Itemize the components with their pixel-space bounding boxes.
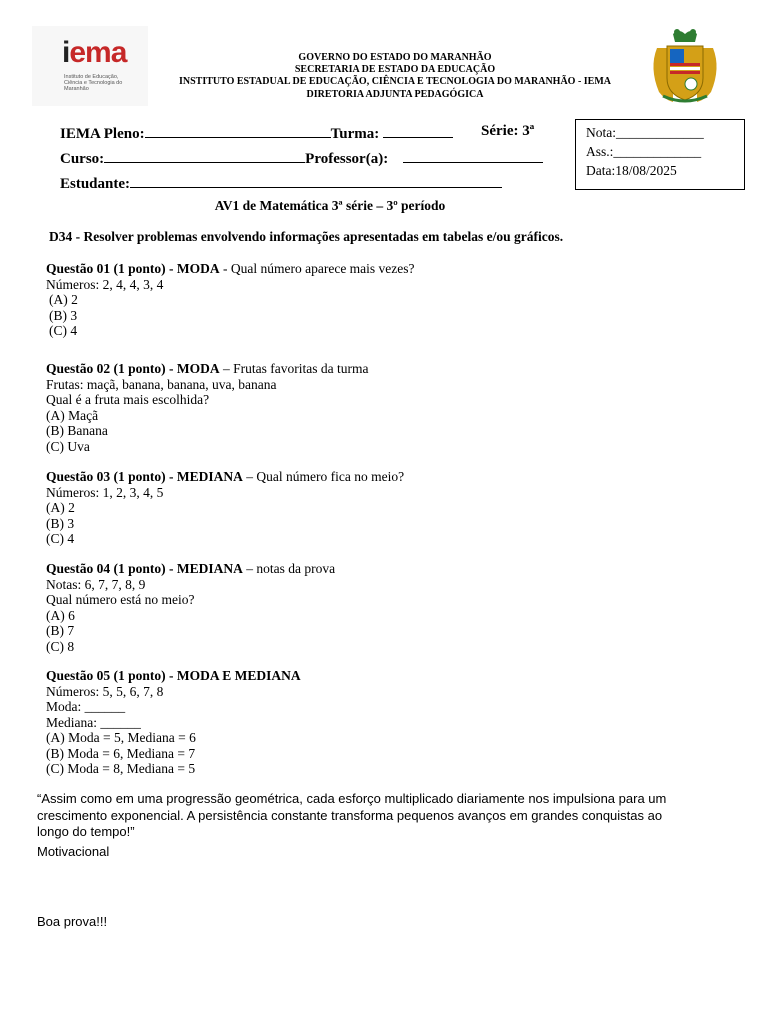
logo-tagline: Instituto de Educação, Ciência e Tecnologia do Maranhão (64, 74, 123, 92)
question-text: Qual é a fruta mais escolhida? (46, 392, 210, 407)
option-b: (B) 3 (46, 515, 75, 531)
exam-title: AV1 de Matemática 3ª série – 3º período (214, 198, 446, 213)
question-heading: Questão 02 (1 ponto) - MODA (46, 361, 220, 376)
question-01: Questão 01 (1 ponto) - MODA - Qual número aparece mais vezes? Números: 2, 4, 4, 3, 4 (A) 2 (B) 3 (C) 4 (46, 261, 415, 338)
iema-pleno-field[interactable] (145, 123, 331, 138)
question-prompt: Frutas favoritas da turma (233, 361, 369, 376)
header-line-3: INSTITUTO ESTADUAL DE EDUCAÇÃO, CIÊNCIA E TECNOLOGIA DO MARANHÃO - IEMA (178, 76, 611, 88)
iema-logo (32, 26, 148, 106)
curso-field[interactable] (104, 148, 305, 163)
turma-field[interactable] (383, 123, 453, 138)
option-a: (A) 2 (49, 292, 78, 307)
question-03: Questão 03 (1 ponto) - MEDIANA – Qual número fica no meio? Números: 1, 2, 3, 4, 5 (A) 2 (B) 3 (C) 4 (46, 469, 405, 546)
laurel-icon (673, 29, 697, 42)
motivational-quote: “Assim como em uma progressão geométrica, cada esforço multiplicado diariamente nos impulsiona para um crescimento exponencial. A persistência constante transforma pequenos avanços em grandes conquistas ao longo do tempo!” (37, 791, 667, 839)
question-04: Questão 04 (1 ponto) - MEDIANA – notas da prova Notas: 6, 7, 7, 8, 9 Qual número está no meio? (A) 6 (B) 7 (C) 8 (46, 561, 336, 654)
question-data: Números: 2, 4, 4, 3, 4 (46, 276, 164, 292)
question-prompt: notas da prova (256, 561, 336, 576)
serie-label: Série: 3ª (481, 123, 535, 139)
header-line-1: GOVERNO DO ESTADO DO MARANHÃO (298, 52, 492, 63)
question-heading: Questão 03 (1 ponto) - MEDIANA (46, 469, 243, 484)
option-b: (B) 3 (49, 307, 78, 323)
form-row-2 (60, 148, 543, 168)
question-data: Notas: 6, 7, 7, 8, 9 (46, 576, 146, 592)
question-heading: Questão 04 (1 ponto) - MEDIANA (46, 561, 243, 576)
data-field: Data:18/08/2025 (586, 163, 677, 178)
question-data: Números: 5, 5, 6, 7, 8 (46, 683, 164, 699)
question-heading: Questão 05 (1 ponto) - MODA E MEDIANA (46, 668, 301, 683)
motivational-label: Motivacional (37, 844, 110, 859)
question-05 (46, 668, 301, 777)
maranhao-coat-of-arms (643, 26, 727, 106)
form-row-3 (60, 173, 502, 193)
iema-pleno-label: IEMA Pleno: (60, 126, 145, 142)
header-line-4: DIRETORIA ADJUNTA PEDAGÓGICA (306, 88, 484, 100)
estudante-field[interactable] (130, 173, 502, 188)
option-a: (A) 2 (46, 500, 75, 515)
closing-message: Boa prova!!! (37, 914, 108, 929)
option-b: (B) Moda = 6, Mediana = 7 (46, 745, 196, 761)
header-line-2: SECRETARIA DE ESTADO DA EDUCAÇÃO (294, 64, 496, 76)
estudante-label: Estudante: (60, 176, 131, 192)
grade-box (575, 119, 745, 190)
descriptor: D34 - Resolver problemas envolvendo informações apresentadas em tabelas e/ou gráficos. (49, 229, 564, 244)
option-c: (C) 4 (46, 531, 75, 546)
option-b: (B) Banana (46, 423, 108, 438)
logo-wordmark: iema (62, 36, 127, 69)
question-data: Números: 1, 2, 3, 4, 5 (46, 484, 164, 500)
institution-header (150, 52, 640, 101)
question-text: Qual número está no meio? (46, 592, 195, 607)
option-a: (A) 6 (46, 607, 75, 623)
option-a: (A) Maçã (46, 407, 99, 423)
question-prompt: Qual número fica no meio? (256, 469, 405, 484)
question-02: Questão 02 (1 ponto) - MODA – Frutas favoritas da turma Frutas: maçã, banana, banana, uva, banana Qual é a fruta mais escolhida? (A) Maçã (B) Banana (C) Uva (46, 361, 369, 454)
option-c: (C) Moda = 8, Mediana = 5 (46, 761, 196, 776)
assinatura-field[interactable]: Ass.:_____________ (586, 144, 702, 159)
question-heading: Questão 01 (1 ponto) - MODA (46, 261, 220, 276)
option-c: (C) Uva (46, 438, 90, 454)
nota-field[interactable]: Nota:_____________ (586, 125, 704, 140)
question-data: Frutas: maçã, banana, banana, uva, banana (46, 376, 277, 392)
curso-label: Curso: (60, 151, 105, 167)
professor-label: Professor(a): (305, 151, 389, 167)
option-a: (A) Moda = 5, Mediana = 6 (46, 730, 196, 745)
form-row-1 (60, 123, 453, 143)
turma-label: Turma: (330, 126, 380, 142)
professor-field[interactable] (403, 148, 543, 163)
mediana-blank: Mediana: ______ (46, 714, 141, 730)
option-c: (C) 4 (49, 323, 78, 338)
option-c: (C) 8 (46, 638, 75, 654)
option-b: (B) 7 (46, 623, 75, 638)
question-prompt: Qual número aparece mais vezes? (230, 261, 415, 276)
moda-blank: Moda: ______ (46, 699, 126, 714)
